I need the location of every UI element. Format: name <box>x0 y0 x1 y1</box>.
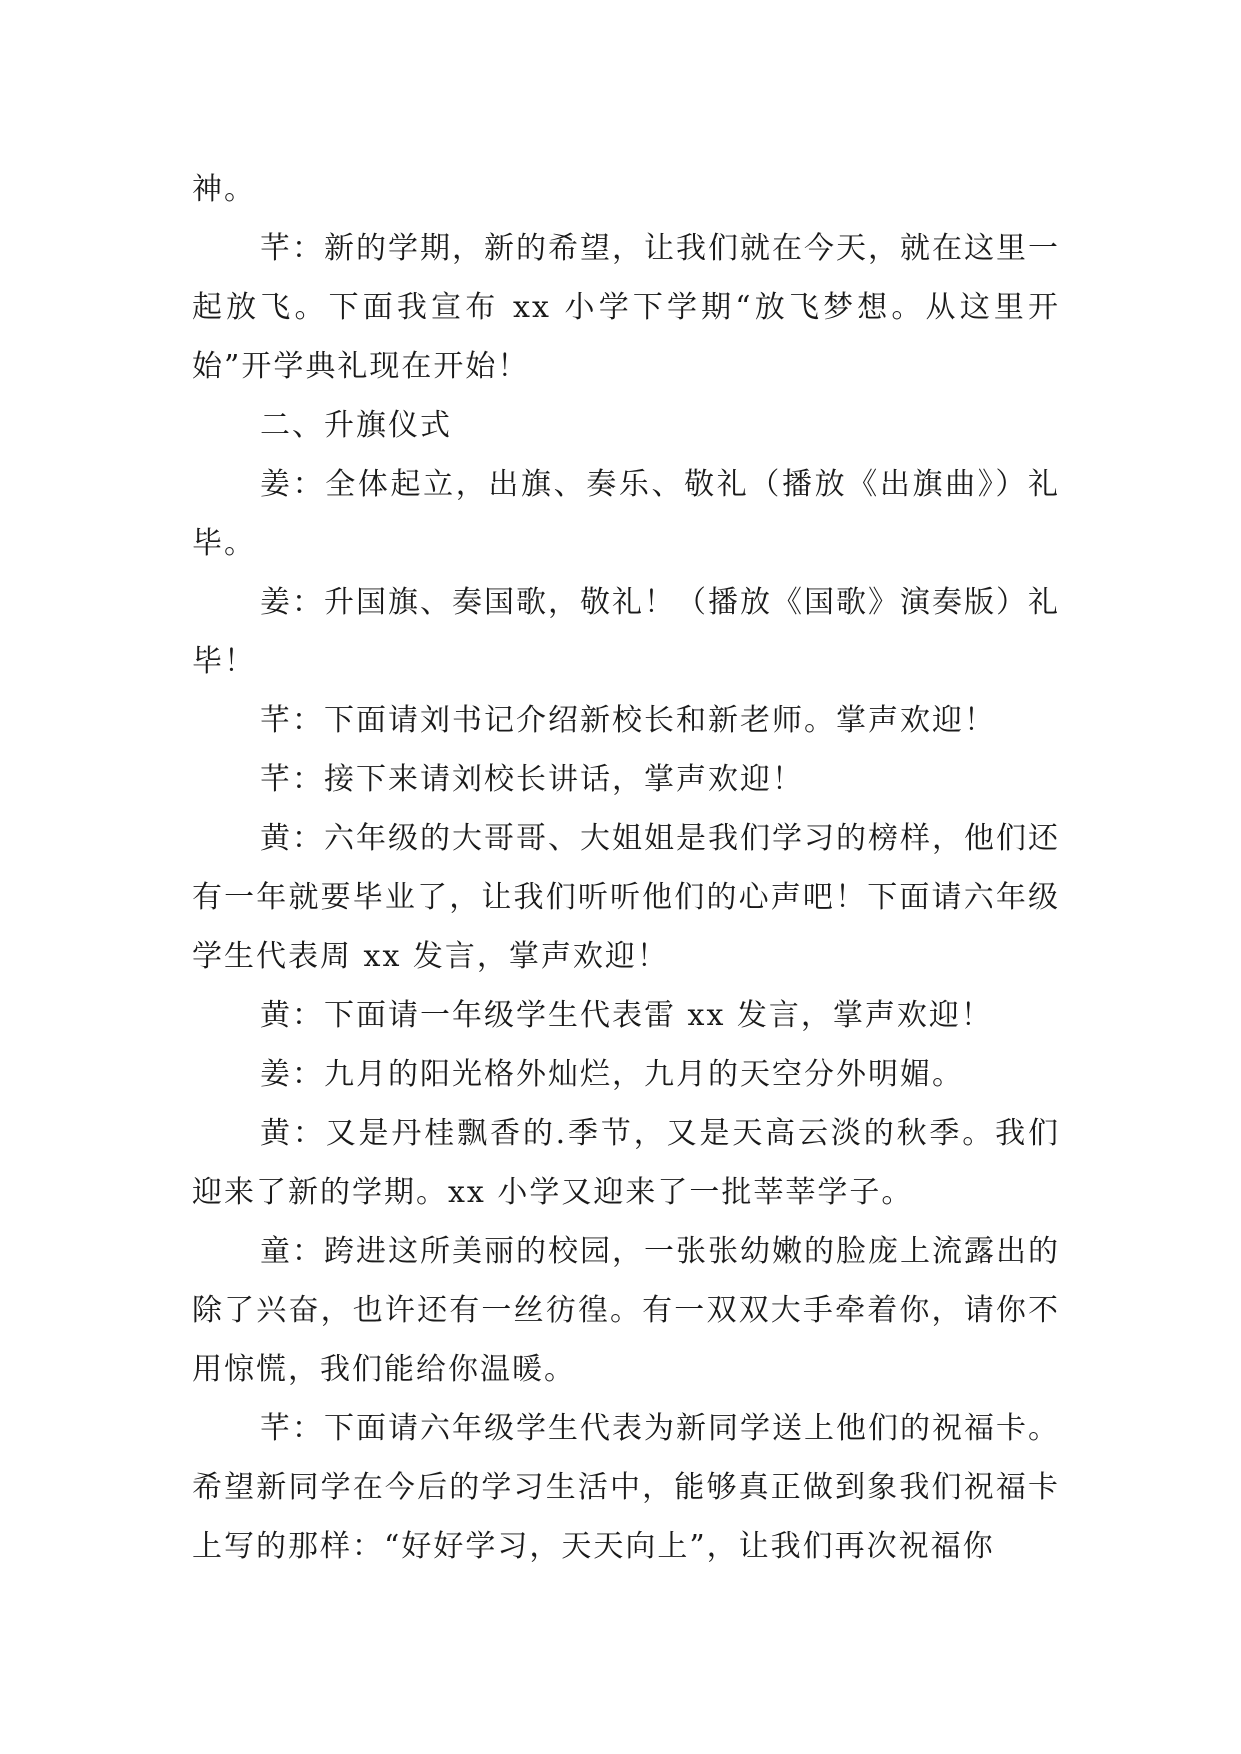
paragraph: 姜：升国旗、奏国歌，敬礼！（播放《国歌》演奏版）礼毕！ <box>192 585 1060 679</box>
paragraph: 姜：九月的阳光格外灿烂，九月的天空分外明媚。 <box>260 1057 964 1092</box>
paragraph: 芊：新的学期，新的希望，让我们就在今天，就在这里一起放飞。下面我宣布 xx 小学下学期“放飞梦想。从这里开始”开学典礼现在开始！ <box>192 231 1060 384</box>
paragraph: 神。 <box>192 172 256 207</box>
paragraph: 芊：接下来请刘校长讲话，掌声欢迎！ <box>260 762 804 797</box>
paragraph: 黄：又是丹桂飘香的.季节，又是天高云淡的秋季。我们迎来了新的学期。xx 小学又迎来了一批莘莘学子。 <box>192 1116 1060 1210</box>
paragraph: 芊：下面请六年级学生代表为新同学送上他们的祝福卡。希望新同学在今后的学习生活中，能够真正做到象我们祝福卡上写的那样：“好好学习，天天向上”，让我们再次祝福你 <box>192 1411 1060 1564</box>
paragraph: 姜：全体起立，出旗、奏乐、敬礼（播放《出旗曲》）礼毕。 <box>192 467 1060 561</box>
paragraph: 童：跨进这所美丽的校园，一张张幼嫩的脸庞上流露出的除了兴奋，也许还有一丝彷徨。有一双双大手牵着你，请你不用惊慌，我们能给你温暖。 <box>192 1234 1060 1387</box>
section-heading: 二、升旗仪式 <box>260 408 452 443</box>
paragraph: 黄：下面请一年级学生代表雷 xx 发言，掌声欢迎！ <box>260 998 993 1033</box>
paragraph: 芊：下面请刘书记介绍新校长和新老师。掌声欢迎！ <box>260 703 996 738</box>
paragraph: 黄：六年级的大哥哥、大姐姐是我们学习的榜样，他们还有一年就要毕业了，让我们听听他们的心声吧！下面请六年级学生代表周 xx 发言，掌声欢迎！ <box>192 821 1060 974</box>
document-body <box>192 160 1060 1576</box>
